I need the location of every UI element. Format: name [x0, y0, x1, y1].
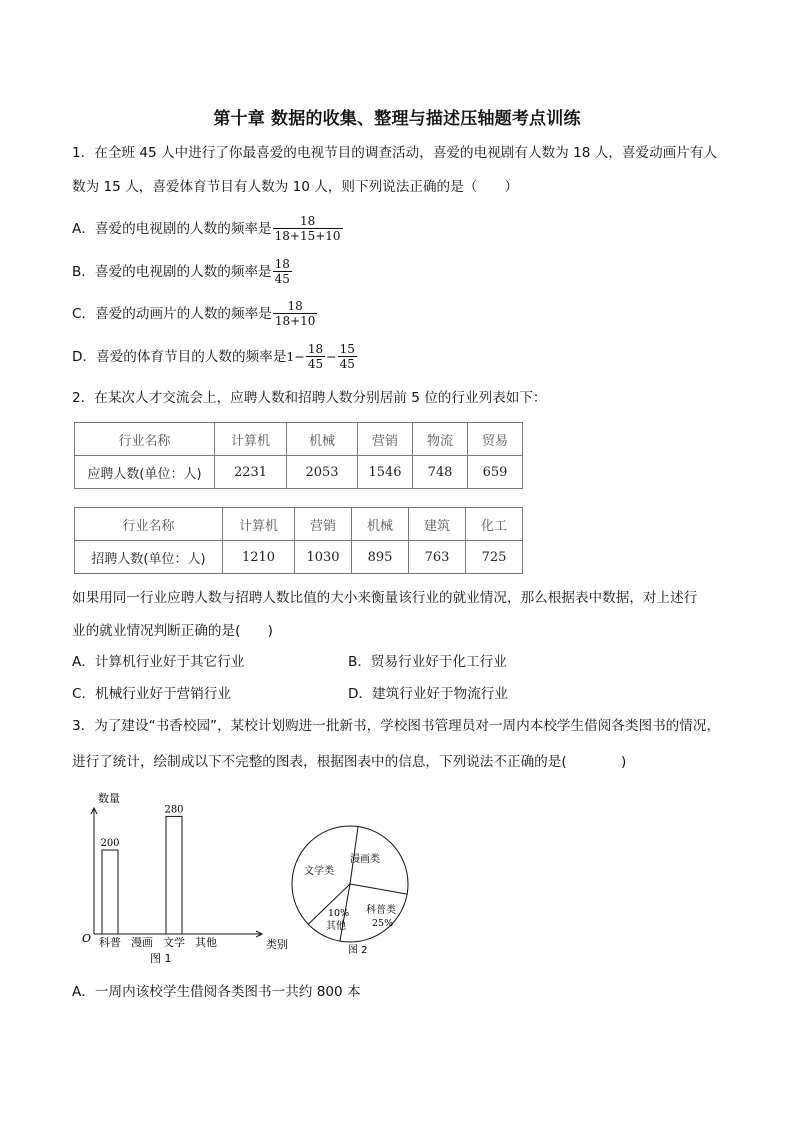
q2-option-b: B．贸易行业好于化工行业	[348, 654, 507, 670]
table-cell: 895	[352, 541, 409, 574]
q1-option-c	[72, 299, 318, 328]
q1-option-d-one: 1−	[286, 348, 305, 364]
table-cell: 物流	[413, 423, 468, 456]
y-axis-label: 数量	[98, 792, 120, 805]
x-tick-label: 文学	[163, 936, 185, 949]
x-tick-label: 漫画	[131, 936, 153, 949]
q1-option-a	[72, 214, 344, 243]
table-cell: 应聘人数(单位：人)	[75, 456, 215, 489]
figure-1-caption: 图 1	[150, 952, 172, 965]
table-cell: 行业名称	[75, 508, 223, 541]
table-row	[75, 456, 523, 489]
q1-option-b-fraction	[273, 257, 292, 286]
q2-option-d: D．建筑行业好于物流行业	[348, 686, 508, 702]
q1-option-c-text: C．喜爱的动画片的人数的频率是	[72, 305, 272, 322]
table-cell: 1546	[358, 456, 413, 489]
numerator: 15	[339, 342, 355, 356]
table-cell: 机械	[352, 508, 409, 541]
q1-option-d-fraction2	[338, 342, 357, 371]
denominator: 45	[307, 357, 324, 371]
pie-label-literature: 文学类	[304, 866, 334, 877]
table-cell: 1210	[223, 541, 295, 574]
table-cell: 2053	[287, 456, 358, 489]
q1-option-d-fraction1	[306, 342, 325, 371]
bar-文学	[166, 816, 182, 934]
q2-after-line2: 业的就业情况判断正确的是( )	[72, 623, 273, 639]
table-cell: 行业名称	[75, 423, 215, 456]
q1-option-d-text: D．喜爱的体育节目的人数的频率是	[72, 348, 287, 365]
table-cell: 1030	[295, 541, 352, 574]
bar-value-label: 280	[164, 804, 184, 816]
table-cell: 659	[468, 456, 523, 489]
q1-option-d	[72, 342, 358, 371]
numerator: 18	[307, 342, 324, 356]
table-cell: 748	[413, 456, 468, 489]
table-cell: 725	[466, 541, 523, 574]
q1-option-d-minus: −	[326, 348, 337, 364]
table-cell: 营销	[295, 508, 352, 541]
table-cell: 招聘人数(单位：人)	[75, 541, 223, 574]
figure-2-caption: 图 2	[348, 945, 368, 956]
applicants-table	[74, 422, 523, 489]
bar-value-label: 200	[100, 838, 120, 849]
x-tick-label: 其他	[195, 936, 217, 949]
table-cell: 计算机	[215, 423, 287, 456]
table-cell: 化工	[466, 508, 523, 541]
q3-option-a: A．一周内该校学生借阅各类图书一共约 800 本	[72, 984, 361, 1000]
denominator: 45	[339, 357, 355, 371]
q1-option-b	[72, 257, 293, 286]
x-axis-label: 类别	[266, 938, 288, 951]
pie-chart	[290, 812, 420, 962]
table-cell: 763	[409, 541, 466, 574]
table-cell: 建筑	[409, 508, 466, 541]
q2-after-line1: 如果用同一行业应聘人数与招聘人数比值的大小来衡量该行业的就业情况，那么根据表中数据，对上述行	[72, 590, 698, 606]
x-tick-label: 科普	[99, 936, 121, 949]
numerator: 18	[299, 214, 316, 228]
q1-option-c-fraction	[273, 299, 318, 328]
denominator: 18+10	[274, 314, 316, 328]
table-cell: 2231	[215, 456, 287, 489]
origin-label: O	[82, 932, 92, 945]
denominator: 18+15+10	[274, 229, 341, 243]
table-row	[75, 508, 523, 541]
denominator: 45	[274, 272, 290, 286]
page-title: 第十章 数据的收集、整理与描述压轴题考点训练	[213, 109, 581, 129]
table-cell: 机械	[287, 423, 358, 456]
pie-label-other-percent: 10%	[328, 908, 350, 919]
bar-科普	[102, 850, 118, 934]
table-cell: 贸易	[468, 423, 523, 456]
q1-option-b-text: B．喜爱的电视剧的人数的频率是	[72, 263, 272, 280]
q2-option-a: A．计算机行业好于其它行业	[72, 654, 245, 670]
q1-stem-line2: 数为 15 人，喜爱体育节目有人数为 10 人，则下列说法正确的是（ ）	[72, 179, 519, 195]
q1-option-a-text: A．喜爱的电视剧的人数的频率是	[72, 220, 272, 237]
numerator: 18	[274, 257, 290, 271]
pie-label-other: 其他	[326, 921, 346, 932]
q1-stem-line1: 1．在全班 45 人中进行了你最喜爱的电视节目的调查活动，喜爱的电视剧有人数为 18 人，喜爱动画片有人	[72, 145, 718, 161]
pie-label-comics: 漫画类	[350, 854, 380, 865]
q1-option-a-fraction	[273, 214, 343, 243]
q2-stem: 2．在某次人才交流会上，应聘人数和招聘人数分别居前 5 位的行业列表如下：	[72, 390, 547, 406]
openings-table	[74, 507, 523, 574]
pie-label-science-percent: 25%	[372, 918, 394, 929]
pie-label-science: 科普类	[366, 905, 396, 916]
table-cell: 计算机	[223, 508, 295, 541]
bar-series	[99, 804, 217, 949]
q3-stem-line2: 进行了统计，绘制成以下不完整的图表，根据图表中的信息，下列说法不正确的是( )	[72, 754, 627, 770]
table-row	[75, 541, 523, 574]
q2-option-c: C．机械行业好于营销行业	[72, 686, 232, 702]
table-cell: 营销	[358, 423, 413, 456]
q3-stem-line1: 3．为了建设“书香校园”，某校计划购进一批新书，学校图书管理员对一周内本校学生借阅各类图书的情况，	[72, 718, 721, 734]
numerator: 18	[287, 299, 303, 313]
table-row	[75, 423, 523, 456]
